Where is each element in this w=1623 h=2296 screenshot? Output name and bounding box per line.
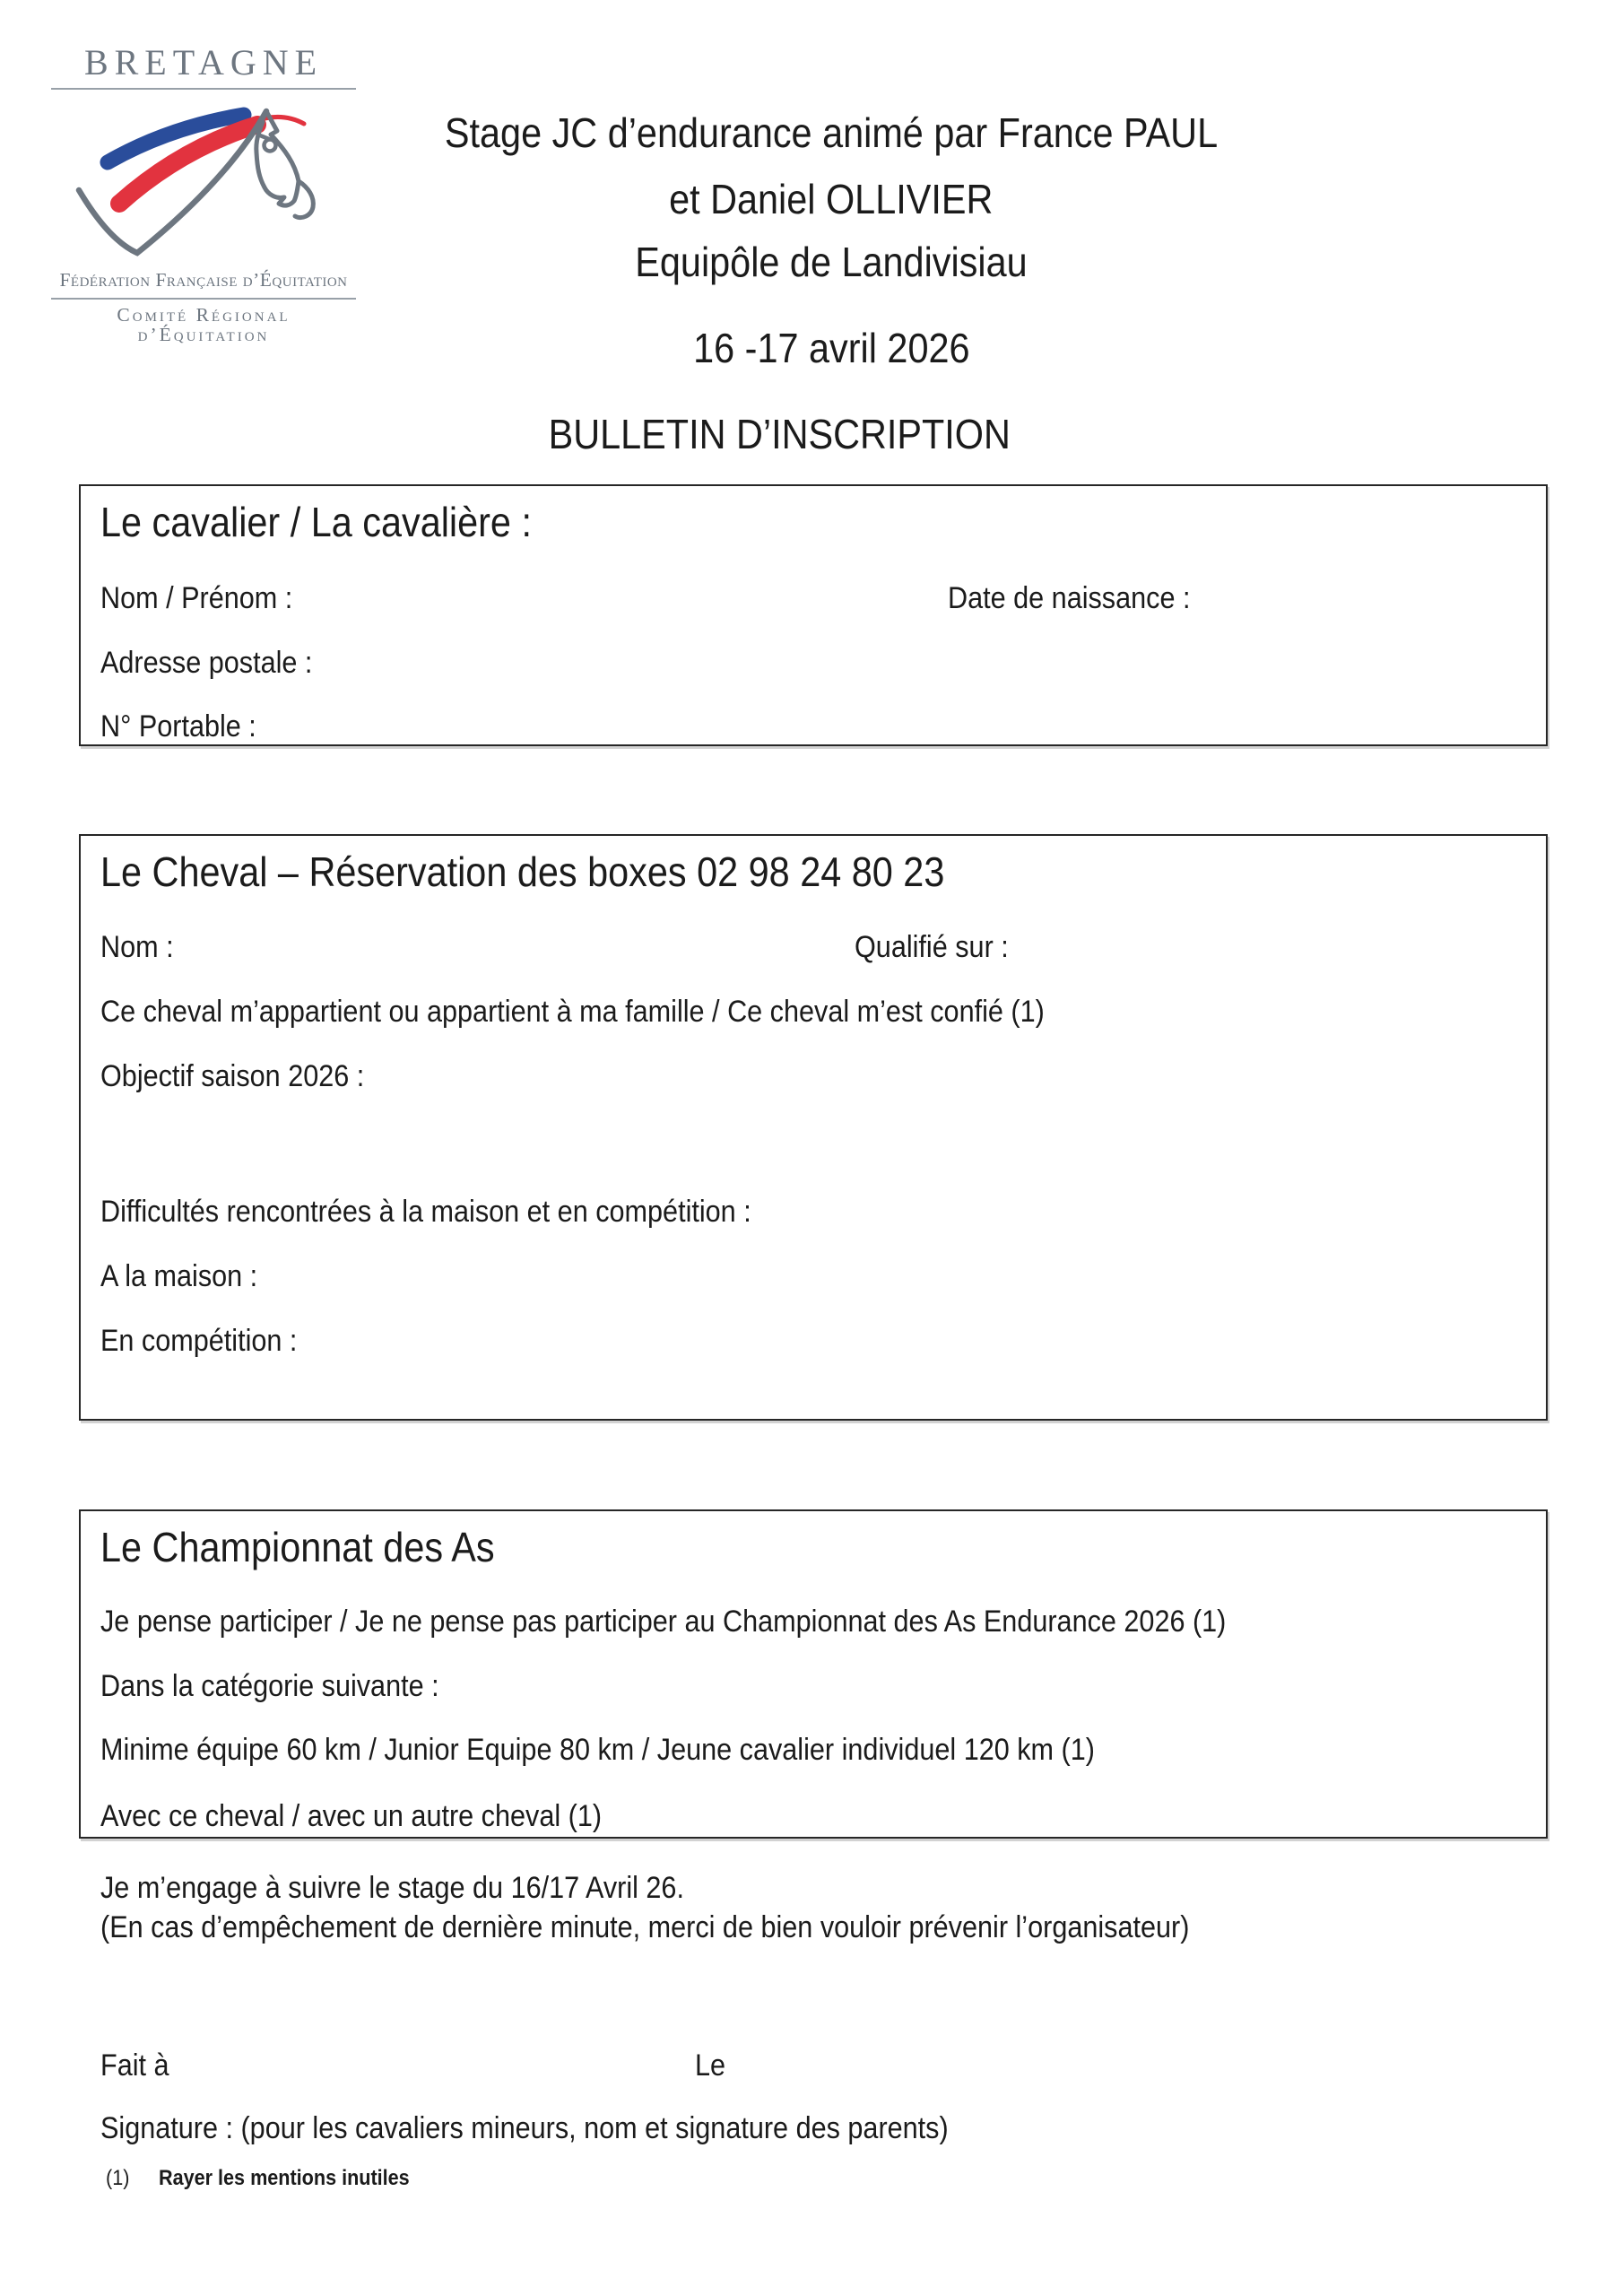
footnote-text: Rayer les mentions inutiles	[159, 2166, 411, 2190]
rider-heading: Le cavalier / La cavalière :	[100, 499, 532, 545]
event-dates: 16 -17 avril 2026	[692, 325, 970, 371]
signature-label: Signature : (pour les cavaliers mineurs, nom et signature des parents)	[100, 2111, 949, 2145]
commitment-line1: Je m’engage à suivre le stage du 16/17 Avril 26.	[100, 1871, 684, 1905]
footnote-marker: (1)	[106, 2166, 130, 2190]
line-difficultes: Difficultés rencontrées à la maison et en compétition :	[100, 1195, 751, 1229]
line-appartenance-cheval: Ce cheval m’appartient ou appartient à ma famille / Ce cheval m’est confié (1)	[100, 995, 1045, 1029]
commitment-line2: (En cas d’empêchement de dernière minute, merci de bien vouloir prévenir l’organisateur)	[100, 1910, 1190, 1944]
logo-divider	[51, 88, 356, 90]
field-en-competition: En compétition :	[100, 1324, 298, 1358]
page-title-line3: Equipôle de Landivisiau	[635, 239, 1028, 285]
field-nom-prenom: Nom / Prénom :	[100, 581, 293, 615]
field-portable: N° Portable :	[100, 709, 256, 744]
page-title-line2: et Daniel OLLIVIER	[669, 176, 994, 222]
logo-comite-label: Comité Régional d’Équitation	[117, 304, 291, 345]
footnote	[106, 2166, 438, 2191]
field-qualifie-sur: Qualifié sur :	[855, 930, 1009, 964]
line-categories: Minime équipe 60 km / Junior Equipe 80 km / Jeune cavalier individuel 120 km (1)	[100, 1733, 1095, 1767]
line-participation: Je pense participer / Je ne pense pas participer au Championnat des As Endurance 2026 (1)	[100, 1605, 1227, 1639]
fait-a-label: Fait à	[100, 2048, 169, 2083]
line-choix-cheval: Avec ce cheval / avec un autre cheval (1)	[100, 1799, 603, 1833]
le-label: Le	[695, 2048, 726, 2083]
logo-region-name: BRETAGNE	[83, 42, 324, 83]
logo-federation-label: Fédération Française d’Équitation	[59, 269, 348, 291]
field-date-naissance: Date de naissance :	[948, 581, 1191, 615]
form-title: BULLETIN D’INSCRIPTION	[548, 411, 1011, 457]
field-cheval-nom: Nom :	[100, 930, 174, 964]
championship-heading: Le Championnat des As	[100, 1524, 495, 1570]
page-title-line1: Stage JC d’endurance animé par France PAUL	[444, 109, 1219, 156]
field-objectif-saison: Objectif saison 2026 :	[100, 1059, 365, 1093]
horse-heading: Le Cheval – Réservation des boxes 02 98 24 80 23	[100, 848, 945, 895]
line-categorie-label: Dans la catégorie suivante :	[100, 1669, 439, 1703]
logo-divider	[51, 298, 356, 300]
field-a-la-maison: A la maison :	[100, 1259, 258, 1293]
field-adresse-postale: Adresse postale :	[100, 646, 313, 680]
